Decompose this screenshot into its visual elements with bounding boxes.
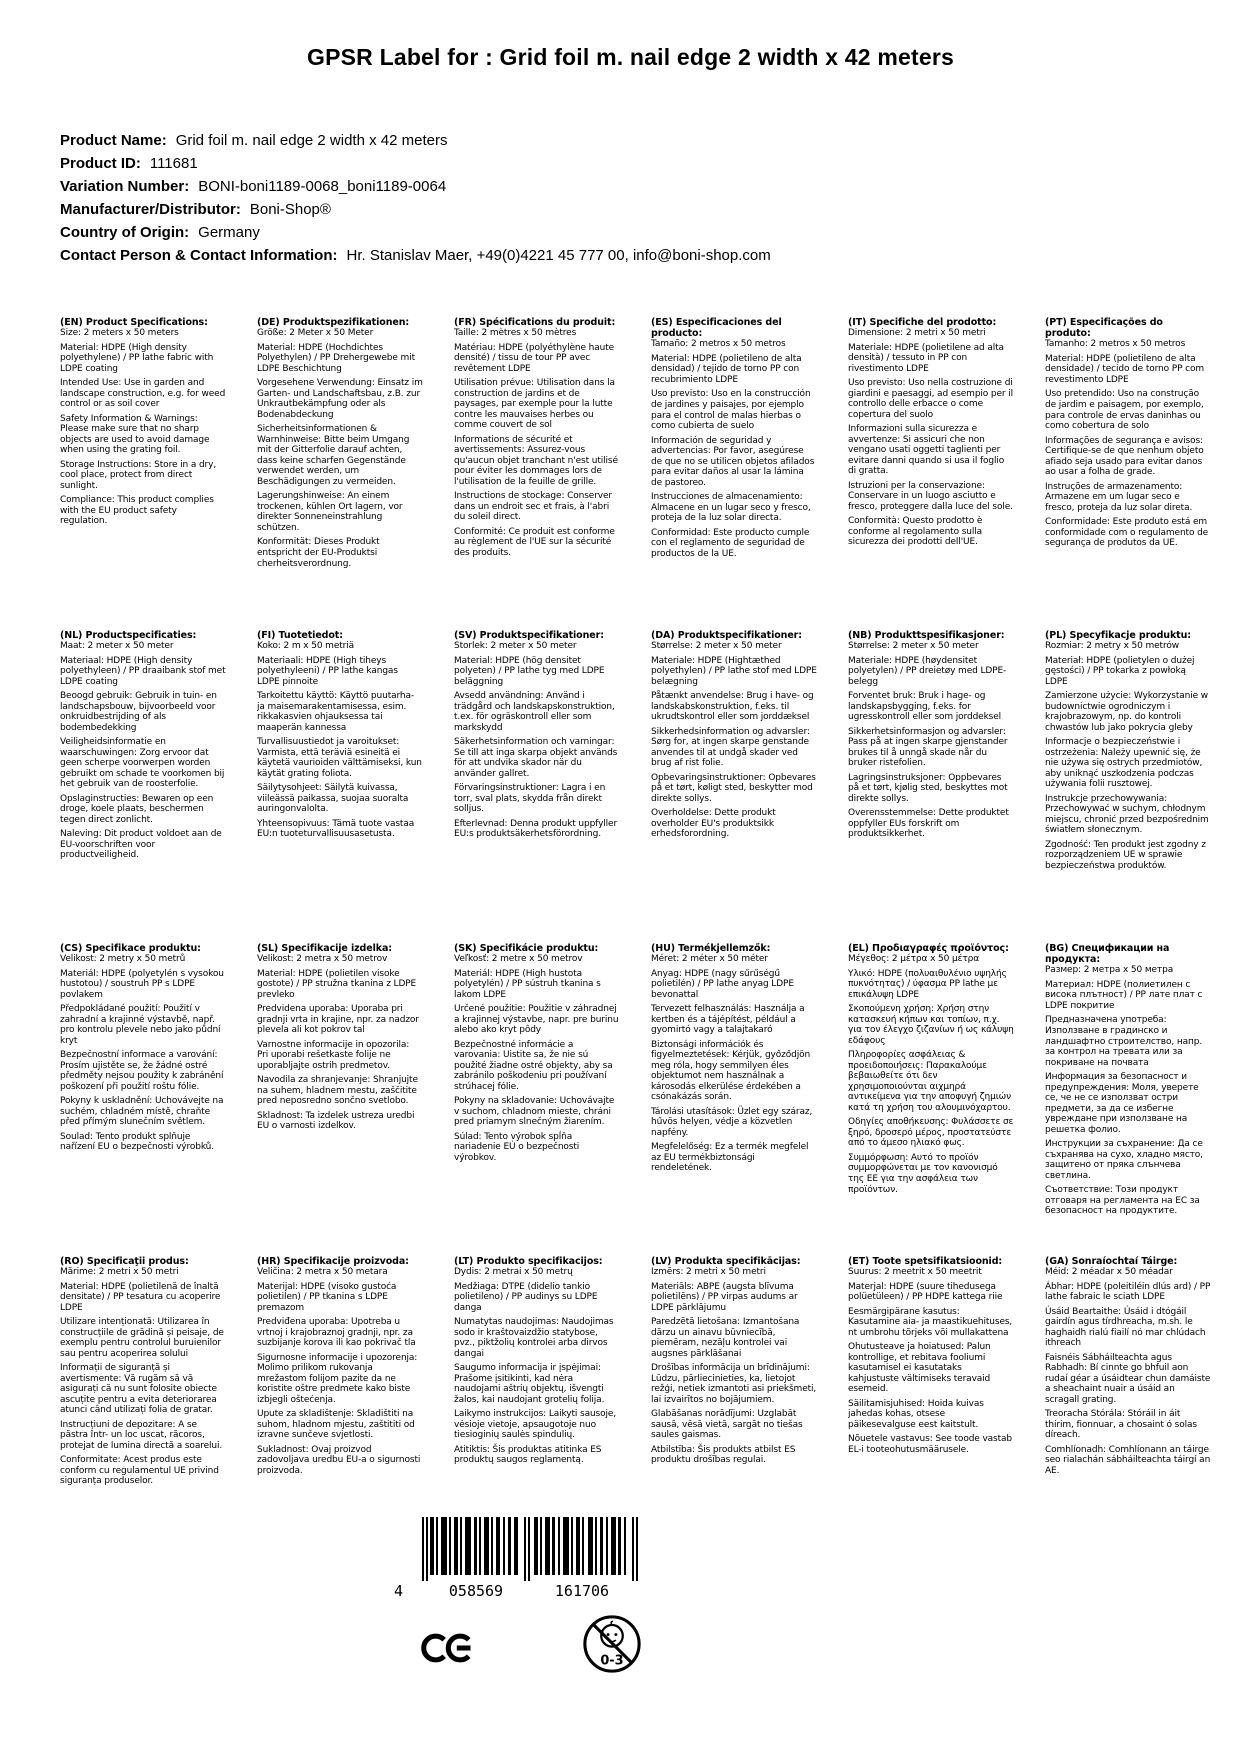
block-paragraph: Predvidena uporaba: Uporaba pri gradnji vrta in krajine, npr. za nadzor plevela ali kot pokrov tal: [257, 1004, 419, 1036]
product-info-label: Contact Person & Contact Information:: [60, 247, 338, 264]
block-paragraph: Izmērs: 2 metri x 50 metri: [651, 1267, 766, 1278]
block-paragraph: Informacje o bezpieczeństwie i ostrzeżenia: Należy upewnić się, że nie używa się ostrych przedmiotów, aby uniknąć uszkodzenia podczas używania folii rusztowej.: [1045, 737, 1203, 790]
language-block-lv: [651, 1256, 817, 1491]
block-paragraph: Naleving: Dit product voldoet aan de EU-voorschriften voor productveiligheid.: [60, 829, 222, 861]
block-paragraph: Materijal: HDPE (visoko gustoća polietilen) / PP tkanina s LDPE premazom: [257, 1281, 397, 1313]
block-heading: (NL) Productspecificaties:: [60, 630, 197, 641]
block-heading: (FI) Tuotetiedot:: [257, 630, 343, 641]
block-paragraph: Úsáid Beartaithe: Úsáid i dtógáil gairdín agus tírdhreacha, m.sh. le haghaidh rialú fiailí nó mar chlúdach ithreach: [1045, 1306, 1206, 1349]
block-paragraph: Comhlíonadh: Comhlíonann an táirge seo rialachán sábháilteachta táirgí an AE.: [1045, 1444, 1211, 1476]
product-info-label: Product Name:: [60, 132, 167, 149]
block-paragraph: Material: HDPE (Hochdichtes Polyethylen) / PP Drehergewebe mit LDPE Beschichtung: [257, 342, 415, 374]
block-paragraph: Material: HDPE (hög densitet polyeten) / PP lathe tyg med LDPE beläggning: [454, 655, 605, 687]
product-info-value: Boni-Shop®: [249, 201, 331, 218]
block-paragraph: Πληροφορίες ασφάλειας & προειδοποιήσεις: Παρακαλούμε βεβαιωθείτε ότι δεν χρησιμοποιούνται αιχμηρά αντικείμενα για την αποφυγή ζημιών κατά τη χρήση του αλουμινόχαρτου.: [848, 1050, 1011, 1113]
block-paragraph: Οδηγίες αποθήκευσης: Φυλάσσετε σε ξηρό, δροσερό μέρος, προστατεύστε από το άμεσο ηλιακό φως.: [848, 1117, 1014, 1149]
block-heading: (LV) Produkta specifikācijas:: [651, 1256, 801, 1267]
block-paragraph: Matériau: HDPE (polyéthylène haute densité) / tissu de tour PP avec revêtement LDPE: [454, 342, 615, 374]
block-heading: (BG) Спецификации на продукта:: [1045, 943, 1170, 966]
product-info-row: [60, 198, 1211, 221]
block-paragraph: Eesmärgipärane kasutus: Kasutamine aia- ja maastikuehituses, nt umbrohu tõrjeks või mullakattena: [848, 1306, 1013, 1338]
block-paragraph: Material: HDPE (polietilenă de înaltă densitate) / PP tesatura cu acoperire LDPE: [60, 1281, 221, 1313]
block-heading: (GA) Sonraíochtaí Táirge:: [1045, 1256, 1178, 1267]
language-block-nl: [60, 630, 226, 943]
block-paragraph: Glabāšanas norādījumi: Uzglabāt sausā, vēsā vietā, sargāt no tiešas saules gaismas.: [651, 1409, 803, 1441]
block-heading: (IT) Specifiche del prodotto:: [848, 317, 997, 328]
block-paragraph: Uso pretendido: Uso na construção de jardim e paisagem, por exemplo, para controle de ervas daninhas ou como cobertura de solo: [1045, 389, 1204, 432]
product-info-value: Grid foil m. nail edge 2 width x 42 meters: [175, 132, 448, 149]
block-paragraph: Navodila za shranjevanje: Shranjujte na suhem, hladnem mestu, zaščitite pred neposredno sončno svetlobo.: [257, 1075, 418, 1107]
block-paragraph: Beoogd gebruik: Gebruik in tuin- en landschapsbouw, bijvoorbeeld voor onkruidbestrijding of als bodembedekking: [60, 691, 217, 733]
block-paragraph: Koko: 2 m x 50 metriä: [257, 641, 354, 652]
block-paragraph: Saugumo informacija ir įspėjimai: Prašome įsitikinti, kad nėra naudojami aštrių objektų, išvengti žalos, kai naudojant grotelių folija.: [454, 1363, 605, 1405]
product-info-row: [60, 129, 1211, 152]
block-paragraph: Material: HDPE (High density polyethylene) / PP lathe fabric with LDPE coating: [60, 342, 214, 374]
language-block-en: [60, 317, 226, 630]
block-paragraph: Mărime: 2 metri x 50 metri: [60, 1267, 179, 1278]
language-specifications-grid: [60, 317, 1211, 1491]
block-heading: (ET) Toote spetsifikatsioonid:: [848, 1256, 1003, 1267]
block-heading: (SK) Špecifikácie produktu:: [454, 943, 599, 954]
product-info-value: Germany: [198, 224, 260, 241]
language-block-cs: [60, 943, 226, 1256]
ce-mark-icon: [420, 1632, 477, 1664]
block-paragraph: Uso previsto: Uso en la construcción de jardines y paisajes, por ejemplo para el control de malas hierbas o como cubierta de suelo: [651, 389, 811, 432]
block-paragraph: Tervezett felhasználás: Használja a kertben és a tájépítést, például a gyomirtó vagy a talajtakaró: [651, 1004, 805, 1036]
block-heading: (CS) Specifikace produktu:: [60, 943, 201, 954]
barcode-bars: [422, 1517, 638, 1581]
block-paragraph: Súlad: Tento výrobok spĺňa nariadenie EÚ o bezpečnosti výrobkov.: [454, 1131, 580, 1163]
block-paragraph: Materiale: HDPE (Hightæthed polyethylen) / PP lathe stof med LDPE belægning: [651, 655, 817, 687]
block-paragraph: Säkerhetsinformation och varningar: Se till att inga skarpa objekt används för att undvika skador när du använder gallret.: [454, 737, 618, 779]
block-paragraph: Paredzētā lietošana: Izmantošana dārzu un ainavu būvniecībā, piemēram, nezāļu kontrolei vai augsnes pārklāšanai: [651, 1317, 800, 1359]
block-paragraph: Intended Use: Use in garden and landscape construction, e.g. for weed control or as soil cover: [60, 378, 226, 410]
block-paragraph: Nõuetele vastavus: See toode vastab EL-i tooteohutusmäärusele.: [848, 1434, 1013, 1455]
block-paragraph: Soulad: Tento produkt splňuje nařízení EU o bezpečnosti výrobků.: [60, 1131, 215, 1153]
block-paragraph: Safety Information & Warnings: Please make sure that no sharp objects are used to avoid damage when using the grating foil.: [60, 413, 210, 456]
block-paragraph: Materiál: HDPE (polyetylén s vysokou hustotou) / soustruh PP s LDPE povlakem: [60, 968, 224, 1000]
block-paragraph: Sukladnost: Ovaj proizvod zadovoljava uredbu EU-a o sigurnosti proizvoda.: [257, 1444, 421, 1476]
block-heading: (PT) Especificações do produto:: [1045, 317, 1163, 340]
language-block-ga: [1045, 1256, 1211, 1491]
block-paragraph: Размер: 2 метра x 50 метра: [1045, 965, 1174, 976]
block-paragraph: Информация за безопасност и предупреждения: Моля, уверете се, че не се използват остри предмети, за да се избегне увреждане при използване на решетка фолио.: [1045, 1072, 1199, 1135]
language-block-fi: [257, 630, 423, 943]
block-paragraph: Dimensione: 2 metri x 50 metri: [848, 328, 986, 339]
block-paragraph: Taille: 2 mètres x 50 mètres: [454, 328, 577, 339]
block-paragraph: Informações de segurança e avisos: Certifique-se de que nenhum objeto afiado seja usado para evitar danos ao usar a folha de grade.: [1045, 435, 1204, 478]
block-paragraph: Forventet bruk: Bruk i hage- og landskapsbygging, f.eks. for ugresskontroll eller som jorddeksel: [848, 691, 1002, 723]
block-paragraph: Efterlevnad: Denna produkt uppfyller EU:s produktsäkerhetsförordning.: [454, 818, 618, 840]
language-block-nb: [848, 630, 1014, 943]
block-paragraph: Tárolási utasítások: Üzlet egy száraz, hűvös helyen, védje a közvetlen napfény.: [651, 1106, 813, 1138]
block-paragraph: Suurus: 2 meetrit x 50 meetrit: [848, 1267, 982, 1278]
block-paragraph: Инструкции за съхранение: Да се съхранява на сухо, хладно място, защитено от пряка слънчева светлина.: [1045, 1139, 1203, 1181]
block-paragraph: Instrukcje przechowywania: Przechowywać w suchym, chłodnym miejscu, chronić przed bezpośrednim światłem słonecznym.: [1045, 793, 1209, 836]
block-paragraph: Lagerungshinweise: An einem trockenen, kühlen Ort lagern, vor direkter Sonneneinstrahlung schützen.: [257, 491, 403, 533]
block-paragraph: Instrucțiuni de depozitare: A se păstra într- un loc uscat, răcoros, protejat de lumina directă a soarelui.: [60, 1419, 223, 1451]
block-paragraph: Sikkerhedsinformation og advarsler: Sørg for, at ingen skarpe genstande anvendes til at undgå skader ved brug af rist folie.: [651, 726, 810, 769]
block-paragraph: Megfelelőség: Ez a termék megfelel az EU termékbiztonsági rendeletének.: [651, 1142, 809, 1174]
block-paragraph: Size: 2 meters x 50 meters: [60, 328, 179, 339]
language-block-hr: [257, 1256, 423, 1491]
block-heading: (EN) Product Specifications:: [60, 317, 208, 328]
block-paragraph: Størrelse: 2 meter x 50 meter: [848, 641, 979, 652]
block-paragraph: Conformidade: Este produto está em conformidade com o regulamento de segurança de produtos da UE.: [1045, 517, 1209, 549]
block-paragraph: Předpokládané použití: Použití v zahradní a krajinné výstavbě, např. pro kontrolu plevele nebo jako půdní kryt: [60, 1004, 221, 1046]
block-paragraph: Størrelse: 2 meter x 50 meter: [651, 641, 782, 652]
block-paragraph: Pokyny k uskladnění: Uchovávejte na suchém, chladném místě, chraňte před přímým slunečním světlem.: [60, 1096, 224, 1128]
block-paragraph: Tamanho: 2 metros x 50 metros: [1045, 339, 1186, 350]
block-paragraph: Sikkerhetsinformasjon og advarsler: Pass på at ingen skarpe gjenstander brukes til å unngå skade når du bruker ristefolien.: [848, 726, 1008, 769]
block-heading: (ES) Especificaciones del producto:: [651, 317, 782, 340]
block-paragraph: Storlek: 2 meter x 50 meter: [454, 641, 577, 652]
block-paragraph: Σκοπούμενη χρήση: Χρήση στην κατασκευή κήπων και τοπίων, π.χ. για τον έλεγχο ζιζανίων ή ως κάλυψη εδάφους: [848, 1004, 1014, 1046]
block-paragraph: Varnostne informacije in opozorila: Pri uporabi rešetkaste folije ne uporabljajte ostrih predmetov.: [257, 1039, 410, 1071]
block-paragraph: Overensstemmelse: Dette produktet oppfyller EUs forskrift om produktsikkerhet.: [848, 808, 1009, 840]
block-heading: (RO) Specificaţii produs:: [60, 1256, 189, 1267]
block-heading: (LT) Produkto specifikacijos:: [454, 1256, 603, 1267]
language-block-sk: [454, 943, 620, 1256]
block-paragraph: Υλικό: HDPE (πολυαιθυλένιο υψηλής πυκνότητας) / ύφασμα PP lathe με επικάλυψη LDPE: [848, 968, 1007, 1000]
block-paragraph: Laikymo instrukcijos: Laikyti sausoje, vėsioje vietoje, apsaugotoje nuo tiesioginių saulės spindulių.: [454, 1409, 617, 1441]
product-info-row: [60, 152, 1211, 175]
block-paragraph: Opslaginstructies: Bewaren op een droge, koele plaats, beschermen tegen direct zonlicht.: [60, 793, 214, 825]
block-paragraph: Uso previsto: Uso nella costruzione di giardini e paesaggi, ad esempio per il controllo delle erbacce o come copertura del suolo: [848, 378, 1014, 420]
label-footer: [60, 1517, 1211, 1675]
block-paragraph: Biztonsági információk és figyelmeztetések: Kérjük, győződjön meg róla, hogy semmilyen éles objektumot nem használnak a károsodás elkerülése érdekében a csónakázás során.: [651, 1039, 811, 1103]
block-paragraph: Veľkosť: 2 metre x 50 metrov: [454, 954, 583, 965]
block-heading: (HR) Specifikacije proizvoda:: [257, 1256, 409, 1267]
product-info-row: [60, 221, 1211, 244]
block-paragraph: Materiál: HDPE (High hustota polyetylén) / PP sústruh tkanina s lakom LDPE: [454, 968, 601, 1000]
block-paragraph: Utilisation prévue: Utilisation dans la construction de jardins et de paysages, par exemple pour la lutte contre les mauvaises herbes ou comme couvert de sol: [454, 378, 615, 431]
block-heading: (HU) Termékjellemzők:: [651, 943, 771, 954]
block-paragraph: Medžiaga: DTPE (didelio tankio polietileno) / PP audinys su LDPE danga: [454, 1281, 598, 1313]
language-block-fr: [454, 317, 620, 630]
block-paragraph: Materiał: HDPE (polietylen o dużej gęstości) / PP tokarka z powłoką LDPE: [1045, 655, 1195, 687]
block-heading: (DA) Produktspecifikationer:: [651, 630, 802, 641]
block-paragraph: Utilizare intenționată: Utilizarea în construcțiile de grădină și peisaje, de exemplu pentru controlul buruienilor sau pentru acoperirea solului: [60, 1317, 224, 1359]
product-info: [60, 129, 1211, 267]
block-paragraph: Zamierzone użycie: Wykorzystanie w budownictwie ogrodniczym i krajobrazowym, np. do kontroli chwastów lub jako pokrycia gleby: [1045, 691, 1208, 733]
barcode-lead-digit: 4: [394, 1582, 404, 1599]
block-paragraph: Opbevaringsinstruktioner: Opbevares på et tørt, køligt sted, beskytter mod direkte sollys.: [651, 772, 816, 804]
block-paragraph: Anyag: HDPE (nagy sűrűségű polietilén) / PP lathe anyag LDPE bevonattal: [651, 968, 794, 1000]
block-paragraph: Istruzioni per la conservazione: Conservare in un luogo asciutto e fresco, proteggere dalla luce del sole.: [848, 480, 1013, 512]
block-paragraph: Storage Instructions: Store in a dry, cool place, protect from direct sunlight.: [60, 459, 217, 491]
block-paragraph: Instrucciones de almacenamiento: Almacene en un lugar seco y fresco, proteja de la luz solar directa.: [651, 492, 811, 524]
block-paragraph: Предназначена употреба: Използване в градинско и ландшафтно строителство, напр. за контрол на тревата или за покриване на почвата: [1045, 1015, 1203, 1068]
block-paragraph: Förvaringsinstruktioner: Lagra i en torr, sval plats, skydda från direkt solljus.: [454, 783, 606, 815]
block-paragraph: Material: HDPE (polietileno de alta densidad) / tejido de torno PP con recubrimiento LDPE: [651, 353, 802, 385]
block-paragraph: Drošības informācija un brīdinājumi: Lūdzu, pārliecinieties, ka, lietojot režģi, netiek izmantoti asi priekšmeti, lai izvairītos no bojājumiem.: [651, 1363, 817, 1405]
block-paragraph: Méid: 2 méadar x 50 méadar: [1045, 1267, 1173, 1278]
block-paragraph: Atbilstība: Šis produkts atbilst ES produktu drošības regulai.: [651, 1444, 796, 1466]
block-paragraph: Información de seguridad y advertencias: Por favor, asegúrese de que no se utilicen objetos afilados para evitar daños al usar la lámina de pastoreo.: [651, 435, 815, 488]
product-info-label: Country of Origin:: [60, 224, 190, 241]
block-paragraph: Predviđena uporaba: Upotreba u vrtnoj i krajobraznoj gradnji, npr. za suzbijanje korova ili kao pokrivač tla: [257, 1317, 416, 1349]
block-paragraph: Konformität: Dieses Produkt entspricht der EU-Produktsi cherheitsverordnung.: [257, 537, 380, 569]
language-block-pl: [1045, 630, 1211, 943]
block-paragraph: Påtænkt anvendelse: Brug i have- og landskabskonstruktion, f.eks. til ukrudtskontrol eller som jorddæksel: [651, 691, 814, 723]
block-paragraph: Turvallisuustiedot ja varoitukset: Varmista, että teräviä esineitä ei käytetä vaurioiden välttämiseksi, kun käytät grating foliota.: [257, 737, 422, 779]
block-heading: (SL) Specifikacije izdelka:: [257, 943, 392, 954]
block-paragraph: Bezpečnostné informácie a varovania: Uistite sa, že nie sú použité žiadne ostré objekty, aby sa zabránilo poškodeniu pri používaní strúhacej fólie.: [454, 1039, 613, 1092]
block-paragraph: Instruções de armazenamento: Armazene em um lugar seco e fresco, proteja da luz solar direta.: [1045, 481, 1193, 513]
block-paragraph: Maat: 2 meter x 50 meter: [60, 641, 174, 652]
block-paragraph: Materiaali: HDPE (High tiheys polyethyleeni) / PP lathe kangas LDPE pinnoite: [257, 655, 398, 687]
compliance-marks: [392, 1621, 1211, 1675]
product-info-label: Product ID:: [60, 155, 141, 172]
product-info-row: [60, 244, 1211, 267]
block-paragraph: Tarkoitettu käyttö: Käyttö puutarha- ja maisemarakentamisessa, esim. rikkakasvien ohjauksessa tai maaperän kannessa: [257, 691, 415, 733]
block-paragraph: Avsedd användning: Använd i trädgård och landskapskonstruktion, t.ex. för ogräskontroll eller som markskydd: [454, 691, 615, 733]
block-paragraph: Μέγεθος: 2 μέτρα x 50 μέτρα: [848, 954, 980, 965]
block-paragraph: Méret: 2 méter x 50 méter: [651, 954, 768, 965]
block-paragraph: Pokyny na skladovanie: Uchovávajte v suchom, chladnom mieste, chráni pred priamym slnečným žiarením.: [454, 1096, 615, 1128]
block-paragraph: Съответствие: Този продукт отговаря на регламента на ЕС за безопасност на продуктите.: [1045, 1185, 1200, 1217]
block-paragraph: Materiāls: ABPE (augsta blīvuma polietilēns) / PP virpas audums ar LDPE pārklājumu: [651, 1281, 798, 1313]
block-paragraph: Informazioni sulla sicurezza e avvertenze: Si assicuri che non vengano usati oggetti taglienti per evitare danni quando si usa il foglio di gratta.: [848, 424, 1005, 477]
language-block-pt: [1045, 317, 1211, 630]
block-paragraph: Tamaño: 2 metros x 50 metros: [651, 339, 786, 350]
block-heading: (FR) Spécifications du produit:: [454, 317, 616, 328]
block-paragraph: Materiaal: HDPE (High density polyethyleen) / PP draaibank stof met LDPE coating: [60, 655, 226, 687]
block-paragraph: Instructions de stockage: Conserver dans un endroit sec et frais, à l'abri du soleil direct.: [454, 491, 612, 523]
language-block-de: [257, 317, 423, 630]
product-info-value: Hr. Stanislav Maer, +49(0)4221 45 777 00, info@boni-shop.com: [346, 247, 771, 264]
page-title: GPSR Label for : Grid foil m. nail edge 2 width x 42 meters: [307, 44, 954, 70]
block-heading: (PL) Specyfikacje produktu:: [1045, 630, 1191, 641]
block-paragraph: Compliance: This product complies with the EU product safety regulation.: [60, 495, 214, 527]
ean-barcode: [392, 1517, 650, 1599]
block-heading: (SV) Produktspecifikationer:: [454, 630, 604, 641]
product-info-label: Manufacturer/Distributor:: [60, 201, 241, 218]
language-block-it: [848, 317, 1014, 630]
block-heading: (NB) Produkttspesifikasjoner:: [848, 630, 1005, 641]
language-block-bg: [1045, 943, 1211, 1256]
language-block-sl: [257, 943, 423, 1256]
block-paragraph: Veiligheidsinformatie en waarschuwingen: Zorg ervoor dat geen scherpe voorwerpen worden gebruikt om schade te voorkomen bij het gebruik van de roosterfolie.: [60, 737, 225, 790]
block-paragraph: Materjal: HDPE (suure tihedusega polüetüleen) / PP HDPE kattega riie: [848, 1281, 1003, 1303]
language-block-hu: [651, 943, 817, 1256]
language-block-et: [848, 1256, 1014, 1491]
block-paragraph: Materiale: HDPE (høydensitet polyetylen) / PP dreietøy med LDPE-belegg: [848, 655, 1007, 687]
language-block-sv: [454, 630, 620, 943]
block-paragraph: Yhteensopivuus: Tämä tuote vastaa EU:n tuoteturvallisuusasetusta.: [257, 818, 415, 840]
block-paragraph: Sicherheitsinformationen & Warnhinweise: Bitte beim Umgang mit der Gitterfolie darauf achten, dass keine scharfen Gegenstände verwendet werden, um Beschädigungen zu vermeiden.: [257, 424, 410, 487]
block-paragraph: Zgodność: Ten produkt jest zgodny z rozporządzeniem UE w sprawie bezpieczeństwa produktów.: [1045, 839, 1206, 871]
language-block-es: [651, 317, 817, 630]
block-heading: (DE) Produktspezifikationen:: [257, 317, 410, 328]
block-paragraph: Velikost: 2 metra x 50 metrov: [257, 954, 388, 965]
block-paragraph: Ohutusteave ja hoiatused: Palun kontrollige, et rebitava fooliumi kasutamisel ei kasutataks kahjustuste vältimiseks teravaid esemeid.: [848, 1342, 991, 1395]
block-paragraph: Conformité: Ce produit est conforme au règlement de l'UE sur la sécurité des produits.: [454, 526, 615, 558]
block-paragraph: Vorgesehene Verwendung: Einsatz im Garten- und Landschaftsbau, z.B. zur Unkrautbekämpfung oder als Bodenabdeckung: [257, 378, 423, 420]
block-paragraph: Lagringsinstruksjoner: Oppbevares på et tørt, kjølig sted, beskyttes mot direkte sollys.: [848, 772, 1008, 804]
block-paragraph: Material: HDPE (polietileno de alta densidade) / tecido de torno PP com revestimento LDPE: [1045, 353, 1204, 385]
block-paragraph: Informations de sécurité et avertissements: Assurez-vous qu'aucun objet tranchant n'est utilisé pour éviter les dommages lors de l'utilisation de la feuille de grille.: [454, 434, 618, 487]
block-paragraph: Faisnéis Sábháilteachta agus Rabhadh: Bí cinnte go bhfuil aon rudaí géar a úsáidtear chun damáiste a sheachaint nuair a úsáid an scragall grating.: [1045, 1352, 1211, 1405]
barcode-digits-group1: 058569: [448, 1582, 504, 1599]
block-paragraph: Veličina: 2 metra x 50 metara: [257, 1267, 388, 1278]
block-paragraph: Velikost: 2 metry x 50 metrů: [60, 954, 186, 965]
block-paragraph: Overholdelse: Dette produkt overholder EU's produktsikk erhedsforordning.: [651, 808, 776, 840]
product-info-row: [60, 175, 1211, 198]
block-paragraph: Conformidad: Este producto cumple con el reglamento de seguridad de productos de la UE.: [651, 527, 810, 559]
language-block-ro: [60, 1256, 226, 1491]
block-paragraph: Dydis: 2 metrai x 50 metrų: [454, 1267, 573, 1278]
block-paragraph: Säilytysohjeet: Säilytä kuivassa, viileässä paikassa, suojaa suoralta auringonvalolta.: [257, 783, 409, 815]
block-paragraph: Conformitate: Acest produs este conform cu regulamentul UE privind siguranța produselor.: [60, 1455, 219, 1487]
age-warning-label: 0-3: [600, 1653, 624, 1669]
block-paragraph: Materiale: HDPE (polietilene ad alta densità) / tessuto in PP con rivestimento LDPE: [848, 342, 1004, 374]
block-paragraph: Určené použitie: Použitie v záhradnej a krajinnej výstavbe, napr. pre burinu alebo ako kryt pôdy: [454, 1004, 619, 1036]
language-block-el: [848, 943, 1014, 1256]
block-paragraph: Informații de siguranță și avertismente: Vă rugăm să vă asigurați că nu sunt folosite obiecte ascuțite pentru a evita deteriorarea atunci când utilizați folia de gratar.: [60, 1363, 217, 1416]
block-paragraph: Material: HDPE (polietilen visoke gostote) / PP stružna tkanina z LDPE prevleko: [257, 968, 417, 1000]
block-paragraph: Συμμόρφωση: Αυτό το προϊόν συμμορφώνεται με τον κανονισμό της ΕΕ για την ασφάλεια των προϊόντων.: [848, 1152, 998, 1195]
product-info-value: 111681: [149, 155, 198, 172]
block-paragraph: Ábhar: HDPE (poleitiléin dlús ard) / PP lathe fabraic le sciath LDPE: [1045, 1281, 1211, 1303]
block-paragraph: Rozmiar: 2 metry x 50 metrów: [1045, 641, 1179, 652]
block-paragraph: Upute za skladištenje: Skladištiti na suhom, hladnom mjestu, zaštititi od izravne sunčeve svjetlosti.: [257, 1409, 415, 1441]
block-paragraph: Материал: HDPE (полиетилен с висока плътност) / PP лате плат с LDPE покритие: [1045, 979, 1203, 1011]
block-paragraph: Atitiktis: Šis produktas atitinka ES produktų saugos reglamentą.: [454, 1444, 602, 1466]
block-paragraph: Sigurnosne informacije i upozorenja: Molimo prilikom rukovanja mrežastom folijom pazite da ne koristite oštre predmete kako biste izbjegli oštećenja.: [257, 1352, 418, 1405]
block-paragraph: Säilitamisjuhised: Hoida kuivas jahedas kohas, otsese päikesevalguse eest kaitstult.: [848, 1398, 984, 1430]
product-info-label: Variation Number:: [60, 178, 190, 195]
barcode-digits-group2: 161706: [554, 1582, 610, 1599]
block-paragraph: Treoracha Stórála: Stóráil in áit thirim, fionnuar, a chosaint ó solas díreach.: [1045, 1409, 1197, 1441]
block-paragraph: Skladnost: Ta izdelek ustreza uredbi EU o varnosti izdelkov.: [257, 1110, 415, 1132]
block-heading: (EL) Προδιαγραφές προϊόντος:: [848, 943, 1009, 954]
block-paragraph: Conformità: Questo prodotto è conforme al regolamento sulla sicurezza dei prodotti dell'UE.: [848, 516, 983, 548]
product-info-value: BONI-boni1189-0068_boni1189-0064: [198, 178, 447, 195]
block-paragraph: Größe: 2 Meter x 50 Meter: [257, 328, 374, 339]
age-warning-icon: [581, 1613, 643, 1675]
language-block-da: [651, 630, 817, 943]
block-paragraph: Bezpečnostní informace a varování: Prosím ujistěte se, že žádné ostré předměty nejsou použity k zabránění poškození při použití roštu fólie.: [60, 1050, 224, 1092]
block-paragraph: Numatytas naudojimas: Naudojimas sodo ir kraštovaizdžio statybose, pvz., piktžolių kontrolei arba dirvos dangai: [454, 1317, 614, 1359]
language-block-lt: [454, 1256, 620, 1491]
